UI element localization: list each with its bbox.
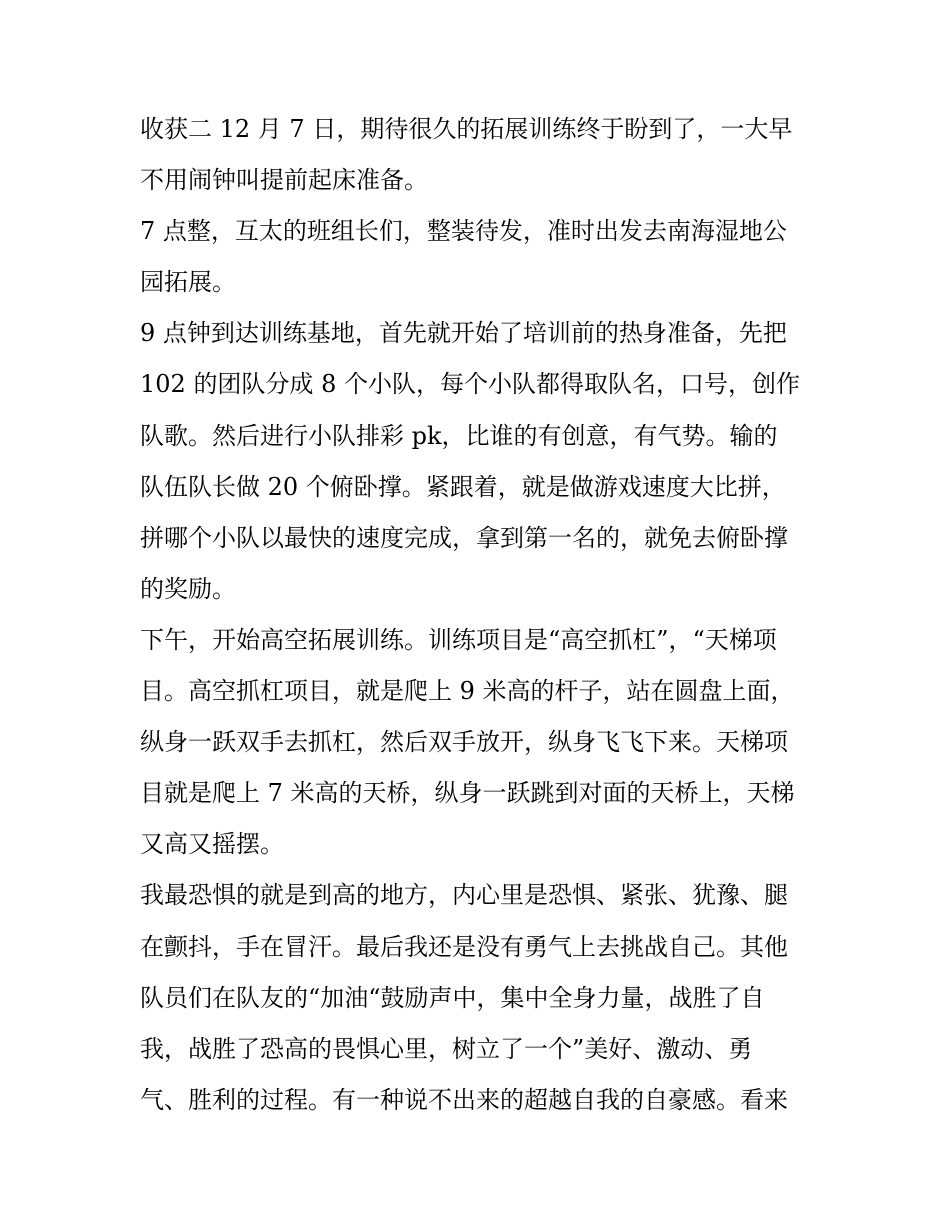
text-line: 9 点钟到达训练基地，首先就开始了培训前的热身准备，先把 (140, 319, 787, 348)
text-line: 纵身一跃双手去抓杠，然后双手放开，纵身飞飞下来。天梯项 (140, 728, 788, 757)
text-line: 拼哪个小队以最快的速度完成，拿到第一名的，就免去俯卧撑 (140, 523, 788, 552)
text-line: 我最恐惧的就是到高的地方，内心里是恐惧、紧张、犹豫、腿 (140, 881, 788, 910)
text-line: 在颤抖，手在冒汗。最后我还是没有勇气上去挑战自己。其他 (140, 932, 788, 961)
text-line: 目就是爬上 7 米高的天桥，纵身一跃跳到对面的天桥上，天梯 (140, 779, 795, 808)
text-line: 下午，开始高空拓展训练。训练项目是“高空抓杠”，“天梯项 (140, 625, 777, 654)
text-line: 我，战胜了恐高的畏惧心里，树立了一个”美好、激动、勇 (140, 1034, 753, 1063)
text-line: 目。高空抓杠项目，就是爬上 9 米高的杆子，站在圆盘上面， (140, 677, 795, 706)
text-line: 又高又摇摆。 (140, 830, 284, 859)
text-line: 7 点整，互太的班组长们，整装待发，准时出发去南海湿地公 (140, 217, 787, 246)
text-line: 园拓展。 (140, 268, 236, 297)
document-body (140, 104, 820, 1126)
text-line: 102 的团队分成 8 个小队，每个小队都得取队名，口号，创作 (140, 370, 800, 399)
text-line: 收获二 12 月 7 日，期待很久的拓展训练终于盼到了，一大早 (140, 115, 793, 143)
text-line: 气、胜利的过程。有一种说不出来的超越自我的自豪感。看来 (140, 1085, 788, 1114)
text-line: 队歌。然后进行小队排彩 pk，比谁的有创意，有气势。输的 (140, 421, 778, 450)
text-line: 队员们在队友的“加油“鼓励声中，集中全身力量，战胜了自 (140, 983, 765, 1012)
text-line: 队伍队长做 20 个俯卧撑。紧跟着，就是做游戏速度大比拼， (140, 472, 786, 501)
text-line: 的奖励。 (140, 574, 236, 603)
text-line: 不用闹钟叫提前起床准备。 (140, 166, 428, 195)
